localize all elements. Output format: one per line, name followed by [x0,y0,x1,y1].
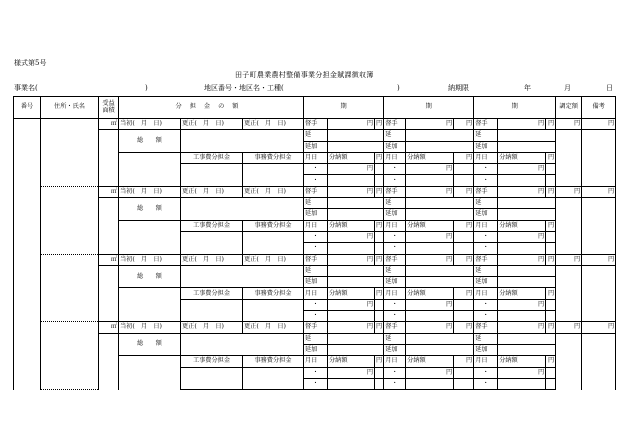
extension-2-value[interactable] [406,198,474,209]
record-name[interactable] [41,152,99,186]
project-name-close: ) [145,84,148,92]
bullet-1b: ・ [304,175,328,186]
extension-2: 延 [384,130,406,141]
paid-yen-2: 円 [454,288,474,299]
due-date-label: 納期限 [448,84,469,92]
header-share-amount: 分担金の額 [119,97,304,119]
area-unit: ㎡ [99,254,119,265]
bullet-3a: ・ [474,299,498,310]
yen-1b: 円 [375,119,384,130]
ledger-table [13,96,616,390]
yen-1: 円 [328,322,375,333]
paid-1: 分納額 [328,220,375,231]
collector-1: 督手 [304,186,328,197]
yen-2: 円 [406,186,454,197]
extension-2: 延 [384,198,406,209]
bullet-1a: ・ [304,164,328,175]
extension-add-3: 延加 [474,344,498,355]
paid-3: 分納額 [498,220,546,231]
total-amount[interactable] [181,198,304,221]
revised-date-1: 更正( 月 日) [181,119,243,130]
yen-1: 円 [328,119,375,130]
remarks-blank[interactable] [582,265,616,321]
bullet-yen-3a: 円 [498,164,546,175]
adjusted-blank[interactable] [556,265,582,321]
bullet-3a: ・ [474,367,498,378]
month-day-1: 月日 [304,152,328,163]
office-amount[interactable] [243,299,304,322]
initial-date: 当初( 月 日) [119,322,181,333]
record-address[interactable] [41,254,99,288]
extension-add-3: 延加 [474,209,498,220]
extension-add-2-value[interactable] [406,209,474,220]
office-label: 事務費分担金 [243,152,304,163]
record-row-2-r4 [14,333,616,344]
bullet-2b: ・ [384,243,406,254]
bullet-2a: ・ [384,367,406,378]
total-blank [119,288,181,322]
extension-2: 延 [384,333,406,344]
yen-2: 円 [406,254,454,265]
total-label: 総 額 [119,130,181,153]
bullet-yen-1a: 円 [328,367,375,378]
paid-yen-1: 円 [375,220,384,231]
extension-add-2-value[interactable] [406,277,474,288]
yen-2b: 円 [454,254,474,265]
due-day-label: 日 [606,84,613,92]
office-amount[interactable] [243,367,304,390]
yen-3b: 円 [546,254,556,265]
bullet-yen-3a: 円 [498,367,546,378]
total-amount[interactable] [181,333,304,356]
bullet-yen-2a: 円 [406,164,454,175]
breakdown-label: 工事費分担金 [181,220,243,231]
extension-add-1: 延加 [304,141,328,152]
bullet-1b: ・ [304,378,328,389]
record-number[interactable] [14,186,41,254]
total-blank [119,220,181,254]
extension-add-2-value[interactable] [406,141,474,152]
extension-1-value[interactable] [328,333,384,344]
bullet-3a: ・ [474,231,498,242]
month-day-3: 月日 [474,356,498,367]
yen-3b: 円 [546,186,556,197]
bullet-1b: ・ [304,311,328,322]
total-amount[interactable] [181,265,304,288]
area-blank[interactable] [99,265,119,321]
initial-date: 当初( 月 日) [119,119,181,130]
bullet-yen-3a: 円 [498,231,546,242]
project-name-label: 事業名( [14,84,38,92]
total-label: 総 額 [119,265,181,288]
extension-3-value[interactable] [498,198,556,209]
month-day-1: 月日 [304,288,328,299]
header-address-name: 住所・氏名 [41,97,99,119]
record-row-2-r2 [14,198,616,209]
revised-date-1: 更正( 月 日) [181,254,243,265]
yen-3: 円 [498,119,546,130]
paid-1: 分納額 [328,288,375,299]
district-info-close: ) [397,84,400,92]
revised-date-2: 更正( 月 日) [243,322,304,333]
header-row [14,97,616,119]
collector-2: 督手 [384,119,406,130]
extension-1: 延 [304,198,328,209]
extension-3-value[interactable] [498,333,556,344]
collector-3: 督手 [474,186,498,197]
extension-add-2-value[interactable] [406,344,474,355]
yen-2: 円 [406,119,454,130]
total-blank [119,152,181,186]
record-address[interactable] [41,186,99,220]
yen-3b: 円 [546,322,556,333]
collector-1: 督手 [304,119,328,130]
yen-1: 円 [328,254,375,265]
bullet-1a: ・ [304,231,328,242]
paid-yen-3: 円 [546,356,556,367]
total-label: 総 額 [119,198,181,221]
paid-3: 分納額 [498,152,546,163]
extension-1: 延 [304,130,328,141]
yen-2: 円 [406,322,454,333]
remarks-yen: 円 [582,186,616,197]
bullet-3b: ・ [474,175,498,186]
due-year-label: 年 [524,84,531,92]
bullet-yen-1a: 円 [328,299,375,310]
yen-3: 円 [498,254,546,265]
bullet-yen-1a: 円 [328,164,375,175]
bullet-yen-1a: 円 [328,231,375,242]
office-amount[interactable] [243,164,304,187]
adjusted-yen: 円 [556,186,582,197]
collector-1: 督手 [304,322,328,333]
adjusted-yen: 円 [556,119,582,130]
header-period-1: 期 [304,97,384,119]
bullet-1a: ・ [304,367,328,378]
paid-1: 分納額 [328,152,375,163]
extension-add-1-value[interactable] [328,277,384,288]
record-address[interactable] [41,322,99,356]
extension-3: 延 [474,130,498,141]
paid-yen-1: 円 [375,288,384,299]
record-name[interactable] [41,220,99,254]
construction-amount[interactable] [181,164,243,187]
bullet-yen-3a: 円 [498,299,546,310]
adjusted-blank[interactable] [556,333,582,389]
extension-add-3: 延加 [474,277,498,288]
remarks-blank[interactable] [582,130,616,186]
remarks-blank[interactable] [582,198,616,254]
month-day-3: 月日 [474,288,498,299]
month-day-1: 月日 [304,356,328,367]
bullet-3b: ・ [474,243,498,254]
paid-yen-2: 円 [454,356,474,367]
extension-3: 延 [474,198,498,209]
extension-2-value[interactable] [406,265,474,276]
bullet-2a: ・ [384,231,406,242]
paid-yen-3: 円 [546,288,556,299]
initial-date: 当初( 月 日) [119,254,181,265]
area-blank[interactable] [99,130,119,186]
extension-add-1-value[interactable] [328,344,384,355]
record-row-1-r1 [14,119,616,130]
bullet-1b: ・ [304,243,328,254]
yen-3b: 円 [546,119,556,130]
bullet-yen-2a: 円 [406,231,454,242]
breakdown-label: 工事費分担金 [181,152,243,163]
extension-add-1-value[interactable] [328,209,384,220]
adjusted-blank[interactable] [556,130,582,186]
yen-1: 円 [328,186,375,197]
month-day-2: 月日 [384,356,406,367]
extension-add-2: 延加 [384,209,406,220]
ledger-title: 田子町農業農村整備事業分担金賦課徴収簿 [235,71,374,79]
header-period-2: 期 [384,97,474,119]
yen-1b: 円 [375,254,384,265]
due-month-label: 月 [564,84,571,92]
extension-1-value[interactable] [328,265,384,276]
collector-3: 督手 [474,119,498,130]
area-blank[interactable] [99,333,119,389]
total-amount[interactable] [181,130,304,153]
record-row-2-r1 [14,130,616,141]
remarks-blank[interactable] [582,333,616,389]
record-row-1-r3 [14,254,616,265]
extension-add-1-value[interactable] [328,141,384,152]
extension-add-3-value[interactable] [498,209,556,220]
extension-add-3-value[interactable] [498,277,556,288]
construction-amount[interactable] [181,367,243,390]
yen-3: 円 [498,322,546,333]
extension-add-1: 延加 [304,277,328,288]
yen-2b: 円 [454,322,474,333]
remarks-yen: 円 [582,322,616,333]
paid-1: 分納額 [328,356,375,367]
area-unit: ㎡ [99,119,119,130]
adjusted-yen: 円 [556,254,582,265]
month-day-3: 月日 [474,152,498,163]
bullet-1a: ・ [304,299,328,310]
revised-date-2: 更正( 月 日) [243,254,304,265]
extension-add-2: 延加 [384,277,406,288]
month-day-2: 月日 [384,220,406,231]
extension-2-value[interactable] [406,130,474,141]
paid-yen-2: 円 [454,152,474,163]
header-benefit-area: 受益面積 [99,97,119,119]
extension-3-value[interactable] [498,265,556,276]
collector-1: 督手 [304,254,328,265]
area-blank[interactable] [99,198,119,254]
collector-2: 督手 [384,322,406,333]
paid-3: 分納額 [498,356,546,367]
district-info-label: 地区番号・地区名・工種( [204,84,284,92]
paid-yen-1: 円 [375,152,384,163]
bullet-2b: ・ [384,311,406,322]
remarks-yen: 円 [582,119,616,130]
collector-3: 督手 [474,322,498,333]
bullet-yen-2a: 円 [406,367,454,378]
form-number: 様式第5号 [14,59,47,67]
extension-3: 延 [474,333,498,344]
remarks-yen: 円 [582,254,616,265]
extension-2-value[interactable] [406,333,474,344]
area-unit: ㎡ [99,322,119,333]
collector-3: 督手 [474,254,498,265]
record-row-1-r2 [14,186,616,197]
total-label: 総 額 [119,333,181,356]
extension-3: 延 [474,265,498,276]
office-amount[interactable] [243,231,304,254]
paid-2: 分納額 [406,220,454,231]
office-label: 事務費分担金 [243,288,304,299]
yen-1b: 円 [375,186,384,197]
revised-date-2: 更正( 月 日) [243,119,304,130]
bullet-2a: ・ [384,299,406,310]
breakdown-label: 工事費分担金 [181,356,243,367]
paid-2: 分納額 [406,356,454,367]
collector-2: 督手 [384,254,406,265]
header-remarks: 備考 [582,97,616,119]
record-number[interactable] [14,119,41,187]
record-row-2-r3 [14,265,616,276]
extension-add-2: 延加 [384,344,406,355]
breakdown-label: 工事費分担金 [181,288,243,299]
paid-2: 分納額 [406,288,454,299]
extension-1-value[interactable] [328,198,384,209]
office-label: 事務費分担金 [243,356,304,367]
construction-amount[interactable] [181,299,243,322]
record-number[interactable] [14,322,41,390]
extension-add-3: 延加 [474,141,498,152]
revised-date-2: 更正( 月 日) [243,186,304,197]
month-day-2: 月日 [384,288,406,299]
bullet-2b: ・ [384,378,406,389]
header-period-3: 期 [474,97,556,119]
extension-1-value[interactable] [328,130,384,141]
record-name[interactable] [41,356,99,390]
paid-3: 分納額 [498,288,546,299]
extension-3-value[interactable] [498,130,556,141]
yen-3: 円 [498,186,546,197]
extension-add-1: 延加 [304,344,328,355]
record-name[interactable] [41,288,99,322]
revised-date-1: 更正( 月 日) [181,322,243,333]
adjusted-yen: 円 [556,322,582,333]
extension-2: 延 [384,265,406,276]
bullet-2b: ・ [384,175,406,186]
extension-add-3-value[interactable] [498,141,556,152]
revised-date-1: 更正( 月 日) [181,186,243,197]
bullet-yen-2a: 円 [406,299,454,310]
paid-yen-3: 円 [546,152,556,163]
header-adjusted-amount: 調定額 [556,97,582,119]
bullet-2a: ・ [384,164,406,175]
paid-yen-3: 円 [546,220,556,231]
record-address[interactable] [41,119,99,153]
extension-add-2: 延加 [384,141,406,152]
extension-1: 延 [304,265,328,276]
construction-amount[interactable] [181,231,243,254]
bullet-3a: ・ [474,164,498,175]
paid-2: 分納額 [406,152,454,163]
yen-1b: 円 [375,322,384,333]
bullet-3b: ・ [474,378,498,389]
extension-add-3-value[interactable] [498,344,556,355]
office-label: 事務費分担金 [243,220,304,231]
initial-date: 当初( 月 日) [119,186,181,197]
area-unit: ㎡ [99,186,119,197]
adjusted-blank[interactable] [556,198,582,254]
month-day-1: 月日 [304,220,328,231]
record-number[interactable] [14,254,41,322]
yen-2b: 円 [454,119,474,130]
total-blank [119,356,181,390]
month-day-2: 月日 [384,152,406,163]
month-day-3: 月日 [474,220,498,231]
paid-yen-1: 円 [375,356,384,367]
paid-yen-2: 円 [454,220,474,231]
header-number: 番号 [14,97,41,119]
extension-1: 延 [304,333,328,344]
record-row-1-r4 [14,322,616,333]
collector-2: 督手 [384,186,406,197]
bullet-3b: ・ [474,311,498,322]
extension-add-1: 延加 [304,209,328,220]
yen-2b: 円 [454,186,474,197]
